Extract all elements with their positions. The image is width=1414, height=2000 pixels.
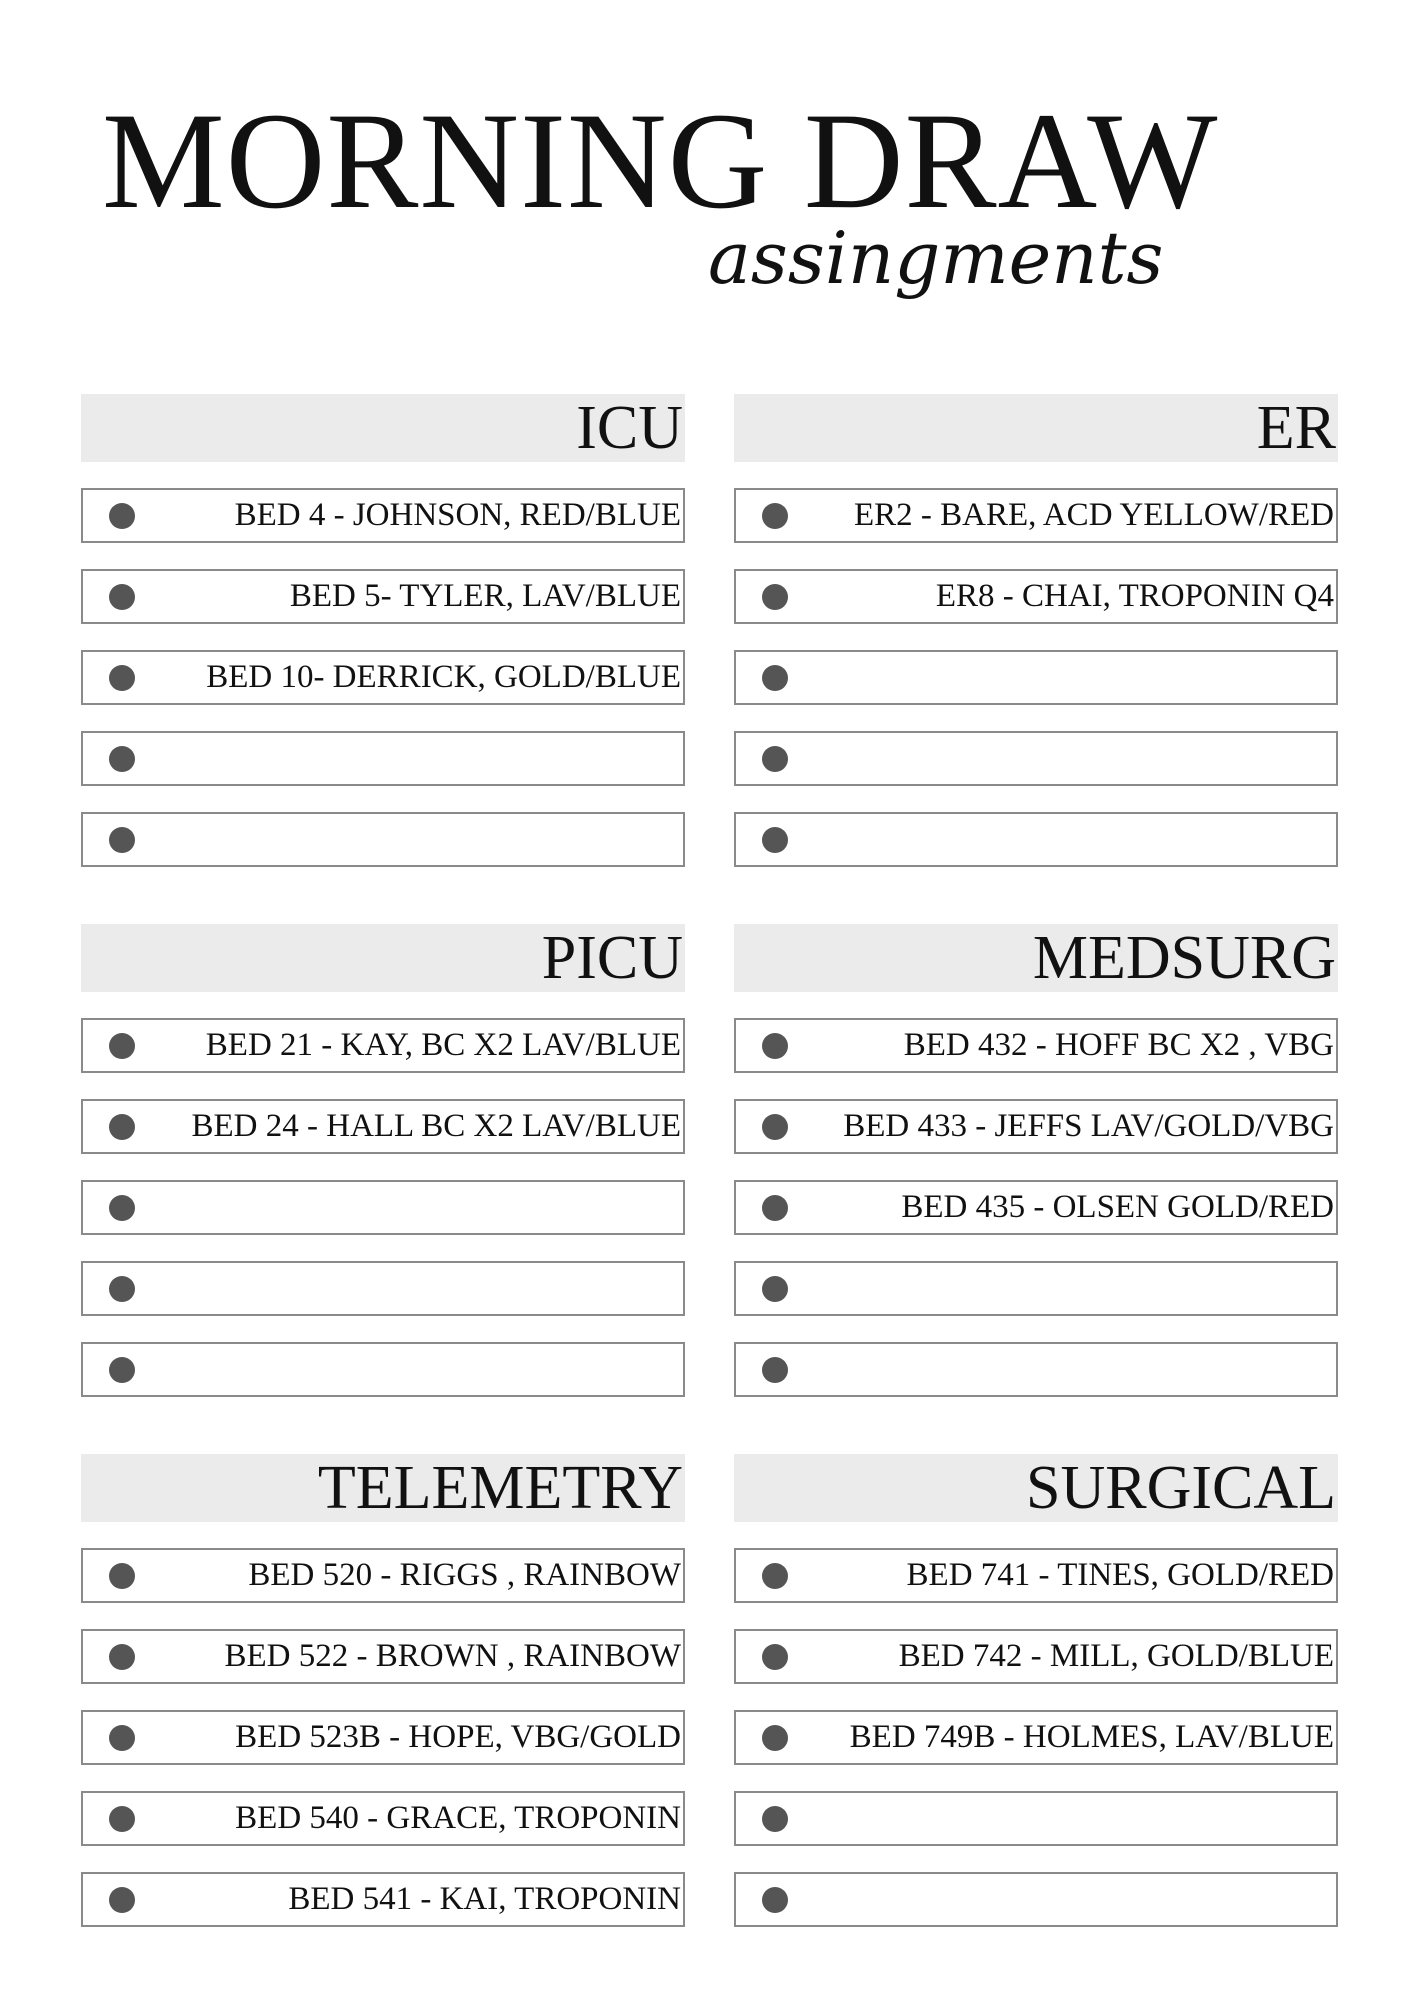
assignment-row[interactable] bbox=[734, 1018, 1338, 1073]
assignment-row[interactable] bbox=[734, 1099, 1338, 1154]
assignment-list bbox=[81, 488, 685, 867]
assignment-row[interactable] bbox=[81, 1180, 685, 1235]
section-title: MEDSURG bbox=[1032, 924, 1336, 992]
assignment-row[interactable] bbox=[81, 1018, 685, 1073]
assignment-text: BED 749B - HOLMES, LAV/BLUE bbox=[849, 1721, 1334, 1754]
assignment-text: BED 432 - HOFF BC X2 , VBG bbox=[903, 1029, 1334, 1062]
assignment-row[interactable] bbox=[81, 1342, 685, 1397]
bullet-icon bbox=[109, 665, 135, 691]
assignment-text: BED 523B - HOPE, VBG/GOLD bbox=[235, 1721, 681, 1754]
assignment-list bbox=[81, 1018, 685, 1397]
bullet-icon bbox=[762, 1725, 788, 1751]
bullet-icon bbox=[109, 503, 135, 529]
page-title: MORNING DRAW bbox=[102, 84, 1219, 237]
assignment-row[interactable] bbox=[81, 731, 685, 786]
bullet-icon bbox=[109, 584, 135, 610]
bullet-icon bbox=[762, 1887, 788, 1913]
assignment-row[interactable] bbox=[734, 1629, 1338, 1684]
assignment-list bbox=[734, 1548, 1338, 1927]
section-er bbox=[734, 394, 1338, 867]
assignment-text: BED 742 - MILL, GOLD/BLUE bbox=[898, 1640, 1334, 1673]
bullet-icon bbox=[762, 584, 788, 610]
section-telemetry bbox=[81, 1454, 685, 1927]
assignment-text: BED 21 - KAY, BC X2 LAV/BLUE bbox=[205, 1029, 681, 1062]
assignment-text: BED 741 - TINES, GOLD/RED bbox=[906, 1559, 1334, 1592]
section-icu bbox=[81, 394, 685, 867]
section-header bbox=[81, 924, 685, 992]
section-header bbox=[734, 1454, 1338, 1522]
assignment-list bbox=[734, 488, 1338, 867]
assignment-row[interactable] bbox=[81, 1261, 685, 1316]
bullet-icon bbox=[762, 1563, 788, 1589]
bullet-icon bbox=[762, 1195, 788, 1221]
assignment-text: BED 433 - JEFFS LAV/GOLD/VBG bbox=[843, 1110, 1334, 1143]
assignment-row[interactable] bbox=[81, 1872, 685, 1927]
bullet-icon bbox=[762, 1114, 788, 1140]
bullet-icon bbox=[762, 827, 788, 853]
assignment-row[interactable] bbox=[734, 1342, 1338, 1397]
assignment-row[interactable] bbox=[734, 1548, 1338, 1603]
bullet-icon bbox=[762, 1357, 788, 1383]
assignment-text: BED 541 - KAI, TROPONIN bbox=[288, 1883, 681, 1916]
section-header bbox=[81, 394, 685, 462]
assignment-row[interactable] bbox=[734, 731, 1338, 786]
bullet-icon bbox=[762, 1644, 788, 1670]
assignment-text: BED 522 - BROWN , RAINBOW bbox=[224, 1640, 681, 1673]
assignment-list bbox=[734, 1018, 1338, 1397]
section-surgical bbox=[734, 1454, 1338, 1927]
section-title: ICU bbox=[576, 394, 683, 462]
assignment-text: BED 520 - RIGGS , RAINBOW bbox=[248, 1559, 681, 1592]
bullet-icon bbox=[762, 746, 788, 772]
assignment-row[interactable] bbox=[81, 1791, 685, 1846]
assignment-row[interactable] bbox=[734, 1180, 1338, 1235]
bullet-icon bbox=[109, 1563, 135, 1589]
assignment-row[interactable] bbox=[734, 569, 1338, 624]
assignment-row[interactable] bbox=[81, 1099, 685, 1154]
bullet-icon bbox=[109, 1276, 135, 1302]
assignment-row[interactable] bbox=[734, 1710, 1338, 1765]
assignment-row[interactable] bbox=[734, 1261, 1338, 1316]
assignment-row[interactable] bbox=[734, 488, 1338, 543]
assignment-text: BED 10- DERRICK, GOLD/BLUE bbox=[206, 661, 681, 694]
section-medsurg bbox=[734, 924, 1338, 1397]
assignment-text: ER2 - BARE, ACD YELLOW/RED bbox=[854, 499, 1334, 532]
assignment-row[interactable] bbox=[81, 650, 685, 705]
section-title: PICU bbox=[541, 924, 683, 992]
section-title: SURGICAL bbox=[1025, 1454, 1336, 1522]
assignment-row[interactable] bbox=[734, 812, 1338, 867]
assignment-text: ER8 - CHAI, TROPONIN Q4 bbox=[935, 580, 1334, 613]
bullet-icon bbox=[762, 1806, 788, 1832]
section-title: ER bbox=[1256, 394, 1336, 462]
assignment-row[interactable] bbox=[81, 1548, 685, 1603]
bullet-icon bbox=[109, 1644, 135, 1670]
bullet-icon bbox=[109, 1114, 135, 1140]
bullet-icon bbox=[109, 1806, 135, 1832]
section-picu bbox=[81, 924, 685, 1397]
section-header bbox=[734, 394, 1338, 462]
bullet-icon bbox=[109, 1887, 135, 1913]
assignment-row[interactable] bbox=[734, 650, 1338, 705]
bullet-icon bbox=[109, 1195, 135, 1221]
assignment-row[interactable] bbox=[734, 1872, 1338, 1927]
assignment-text: BED 5- TYLER, LAV/BLUE bbox=[289, 580, 681, 613]
assignment-row[interactable] bbox=[734, 1791, 1338, 1846]
assignment-text: BED 4 - JOHNSON, RED/BLUE bbox=[234, 499, 681, 532]
assignment-row[interactable] bbox=[81, 1710, 685, 1765]
section-header bbox=[81, 1454, 685, 1522]
bullet-icon bbox=[762, 1276, 788, 1302]
bullet-icon bbox=[109, 1725, 135, 1751]
assignment-row[interactable] bbox=[81, 569, 685, 624]
assignment-text: BED 540 - GRACE, TROPONIN bbox=[235, 1802, 681, 1835]
assignment-list bbox=[81, 1548, 685, 1927]
page-subtitle: assingments bbox=[708, 216, 1164, 300]
section-header bbox=[734, 924, 1338, 992]
bullet-icon bbox=[762, 1033, 788, 1059]
assignment-row[interactable] bbox=[81, 812, 685, 867]
bullet-icon bbox=[109, 746, 135, 772]
section-title: TELEMETRY bbox=[317, 1454, 683, 1522]
assignment-text: BED 435 - OLSEN GOLD/RED bbox=[901, 1191, 1334, 1224]
assignment-text: BED 24 - HALL BC X2 LAV/BLUE bbox=[191, 1110, 681, 1143]
assignment-row[interactable] bbox=[81, 1629, 685, 1684]
bullet-icon bbox=[109, 827, 135, 853]
bullet-icon bbox=[762, 665, 788, 691]
assignment-row[interactable] bbox=[81, 488, 685, 543]
bullet-icon bbox=[109, 1033, 135, 1059]
bullet-icon bbox=[762, 503, 788, 529]
bullet-icon bbox=[109, 1357, 135, 1383]
